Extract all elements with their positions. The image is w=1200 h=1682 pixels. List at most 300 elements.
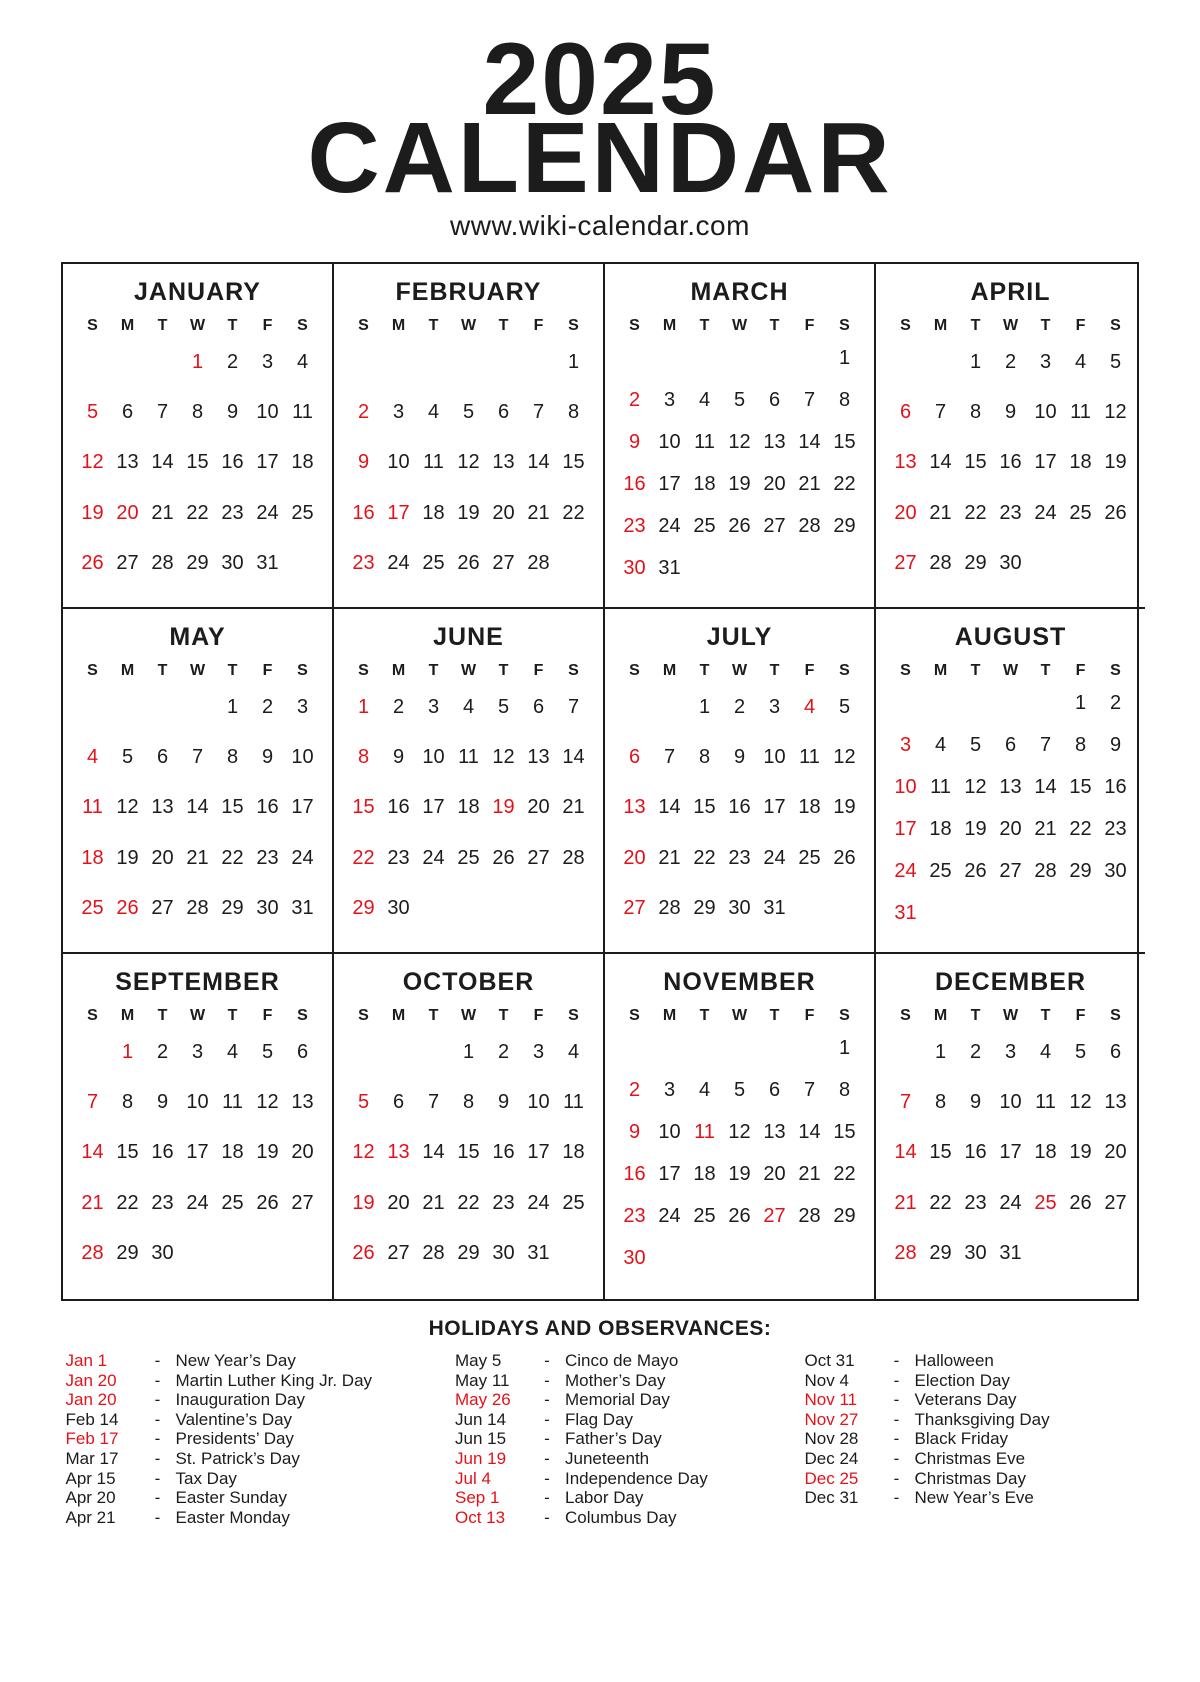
empty-date-cell [416, 1041, 451, 1064]
holiday-row [66, 1429, 436, 1449]
date-cell: 27 [492, 552, 515, 575]
empty-date-cell [923, 351, 958, 374]
date-cell: 15 [833, 430, 856, 453]
date-cell: 20 [999, 817, 1022, 840]
holiday-date: Apr 20 [65, 1488, 116, 1508]
holiday-date: May 11 [455, 1370, 510, 1390]
week-row [888, 776, 1133, 799]
weekday-letter: W [731, 662, 748, 679]
date-cell: 15 [352, 796, 375, 819]
week-row [617, 1205, 862, 1228]
weekday-letter: M [933, 662, 948, 679]
holiday-row [455, 1390, 785, 1410]
holiday-dash: - [544, 1488, 550, 1508]
date-cell: 3 [191, 1040, 204, 1063]
empty-date-cell [1098, 1242, 1133, 1265]
holiday-name: Easter Monday [175, 1507, 290, 1527]
week-row [888, 1242, 1133, 1265]
date-cell: 25 [929, 859, 952, 882]
date-cell: 12 [457, 451, 480, 474]
date-cell: 23 [623, 1204, 646, 1227]
empty-date-cell [346, 351, 381, 374]
date-cell: 3 [392, 401, 405, 424]
date-cell: 27 [763, 1204, 786, 1227]
date-cell: 21 [422, 1191, 445, 1214]
month-february [334, 264, 605, 609]
date-cell: 18 [457, 796, 480, 819]
weekday-letter: S [900, 662, 911, 679]
date-cell: 5 [733, 388, 746, 411]
holiday-name: Election Day [914, 1370, 1010, 1390]
empty-date-cell [827, 897, 862, 920]
empty-date-cell [888, 351, 923, 374]
weekday-letter: S [1110, 662, 1121, 679]
date-cell: 25 [457, 846, 480, 869]
holiday-dash: - [893, 1488, 900, 1508]
weekday-letter: S [629, 1007, 640, 1024]
date-cell: 7 [156, 401, 169, 424]
date-cell: 12 [728, 1120, 751, 1143]
date-cell: 11 [930, 775, 951, 798]
holiday-name: Mother’s Day [565, 1370, 666, 1390]
weekday-letter: S [297, 317, 308, 334]
holidays-title: HOLIDAYS AND OBSERVANCES: [428, 1317, 772, 1340]
weekday-header [888, 317, 1133, 335]
empty-date-cell [617, 347, 652, 370]
weekday-letter: M [120, 1007, 135, 1024]
month-title: FEBRUARY [395, 278, 542, 306]
holiday-name: Columbus Day [565, 1507, 677, 1527]
date-cell: 1 [357, 695, 370, 718]
week-row [617, 1247, 862, 1270]
holiday-dash: - [544, 1429, 550, 1449]
holiday-dash: - [154, 1468, 161, 1488]
empty-date-cell [923, 902, 958, 925]
date-cell: 3 [1004, 1040, 1017, 1063]
date-cell: 30 [623, 1246, 646, 1269]
week-row [888, 552, 1133, 575]
date-cell: 7 [1039, 733, 1052, 756]
date-cell: 12 [833, 746, 856, 769]
date-cell: 30 [999, 552, 1022, 575]
date-cell: 5 [462, 401, 475, 424]
date-cell: 7 [803, 388, 816, 411]
weekday-header [346, 662, 591, 680]
date-cell: 24 [763, 846, 786, 869]
holiday-name: Christmas Day [914, 1468, 1026, 1488]
week-row [75, 351, 320, 374]
date-cell: 25 [693, 514, 716, 537]
empty-date-cell [180, 696, 215, 719]
date-cell: 9 [1004, 401, 1017, 424]
month-title: JUNE [433, 623, 504, 651]
date-cell: 9 [357, 451, 370, 474]
weekday-header [888, 1007, 1133, 1025]
holiday-name: Thanksgiving Day [914, 1409, 1050, 1429]
empty-date-cell [617, 696, 652, 719]
weeks-area [75, 682, 320, 934]
empty-date-cell [381, 351, 416, 374]
week-row [346, 696, 591, 719]
month-may [63, 609, 334, 954]
weekday-letter: T [428, 1007, 439, 1024]
holiday-row [66, 1410, 436, 1430]
date-cell: 12 [116, 796, 139, 819]
date-cell: 4 [698, 1078, 711, 1101]
date-cell: 21 [151, 501, 174, 524]
date-cell: 12 [492, 746, 515, 769]
holiday-date: Oct 13 [455, 1507, 506, 1527]
week-row [75, 897, 320, 920]
weeks-area [888, 1027, 1133, 1279]
date-cell: 24 [658, 514, 681, 537]
week-row [888, 1091, 1133, 1114]
date-cell: 11 [799, 746, 820, 769]
date-cell: 31 [527, 1242, 550, 1265]
date-cell: 1 [838, 346, 851, 369]
date-cell: 10 [387, 451, 410, 474]
date-cell: 27 [151, 897, 174, 920]
week-row [346, 1091, 591, 1114]
date-cell: 4 [86, 746, 99, 769]
date-cell: 20 [1104, 1141, 1127, 1164]
week-row [888, 902, 1133, 925]
date-cell: 18 [693, 472, 716, 495]
weekday-letter: F [533, 1007, 544, 1024]
empty-date-cell [1028, 902, 1063, 925]
date-cell: 12 [728, 430, 751, 453]
date-cell: 7 [86, 1091, 99, 1114]
empty-date-cell [75, 351, 110, 374]
date-cell: 18 [693, 1162, 716, 1185]
month-title: MAY [169, 623, 226, 651]
week-row [617, 796, 862, 819]
week-row [75, 552, 320, 575]
month-august [876, 609, 1145, 954]
date-cell: 27 [1104, 1191, 1127, 1214]
date-cell: 24 [894, 859, 917, 882]
date-cell: 19 [81, 501, 104, 524]
weeks-area [346, 682, 591, 934]
date-cell: 9 [392, 746, 405, 769]
date-cell: 8 [838, 388, 851, 411]
weekday-letter: W [189, 662, 206, 679]
date-cell: 13 [763, 1120, 786, 1143]
weekday-letter: F [1075, 1007, 1086, 1024]
week-row [617, 1163, 862, 1186]
empty-date-cell [757, 1037, 792, 1060]
date-cell: 12 [256, 1091, 279, 1114]
week-row [346, 746, 591, 769]
date-cell: 31 [894, 901, 917, 924]
date-cell: 22 [833, 472, 856, 495]
date-cell: 28 [929, 552, 952, 575]
weekday-header [617, 662, 862, 680]
holiday-row [66, 1488, 436, 1508]
date-cell: 13 [763, 430, 786, 453]
date-cell: 11 [1035, 1091, 1056, 1114]
date-cell: 9 [628, 430, 641, 453]
date-cell: 10 [763, 746, 786, 769]
holiday-name: Martin Luther King Jr. Day [175, 1370, 373, 1390]
date-cell: 28 [422, 1242, 445, 1265]
date-cell: 29 [833, 1204, 856, 1227]
weekday-letter: T [157, 662, 168, 679]
date-cell: 30 [964, 1242, 987, 1265]
date-cell: 29 [964, 552, 987, 575]
empty-date-cell [1063, 1242, 1098, 1265]
date-cell: 23 [352, 552, 375, 575]
month-december [876, 954, 1145, 1299]
date-cell: 12 [964, 775, 987, 798]
holiday-row [805, 1469, 1135, 1489]
year-title: 2025 [482, 22, 718, 136]
weekday-header [888, 662, 1133, 680]
date-cell: 16 [492, 1141, 515, 1164]
date-cell: 5 [357, 1091, 370, 1114]
date-cell: 14 [422, 1141, 445, 1164]
date-cell: 2 [969, 1040, 982, 1063]
date-cell: 14 [1034, 775, 1057, 798]
date-cell: 27 [763, 514, 786, 537]
date-cell: 8 [191, 401, 204, 424]
calendar-title: CALENDAR [307, 102, 893, 214]
date-cell: 30 [623, 556, 646, 579]
date-cell: 3 [663, 1078, 676, 1101]
date-cell: 24 [387, 552, 410, 575]
date-cell: 28 [658, 897, 681, 920]
date-cell: 18 [291, 451, 314, 474]
week-row [75, 401, 320, 424]
date-cell: 5 [261, 1040, 274, 1063]
date-cell: 21 [1034, 817, 1057, 840]
date-cell: 29 [186, 552, 209, 575]
weekday-letter: S [358, 662, 369, 679]
weekday-header [346, 317, 591, 335]
date-cell: 16 [151, 1141, 174, 1164]
empty-date-cell [827, 557, 862, 580]
weekday-letter: T [428, 317, 439, 334]
date-cell: 28 [527, 552, 550, 575]
week-row [75, 451, 320, 474]
date-cell: 13 [894, 451, 917, 474]
week-row [75, 847, 320, 870]
empty-date-cell [75, 1041, 110, 1064]
holiday-date: Mar 17 [65, 1448, 119, 1468]
date-cell: 23 [256, 846, 279, 869]
week-row [617, 347, 862, 370]
empty-date-cell [923, 692, 958, 715]
date-cell: 20 [894, 501, 917, 524]
week-row [617, 1121, 862, 1144]
empty-date-cell [1028, 692, 1063, 715]
date-cell: 1 [969, 350, 982, 373]
week-row [617, 473, 862, 496]
date-cell: 2 [357, 401, 370, 424]
empty-date-cell [521, 897, 556, 920]
date-cell: 14 [658, 796, 681, 819]
holiday-date: Apr 15 [65, 1468, 116, 1488]
date-cell: 4 [698, 388, 711, 411]
weekday-letter: T [699, 662, 710, 679]
date-cell: 11 [694, 1120, 715, 1143]
empty-date-cell [993, 902, 1028, 925]
empty-date-cell [1063, 902, 1098, 925]
empty-date-cell [827, 1247, 862, 1270]
holiday-dash: - [893, 1468, 900, 1488]
date-cell: 23 [1104, 817, 1127, 840]
empty-date-cell [145, 696, 180, 719]
date-cell: 8 [121, 1091, 134, 1114]
month-title: JULY [706, 623, 773, 651]
date-cell: 4 [226, 1040, 239, 1063]
holiday-name: New Year’s Eve [914, 1488, 1034, 1508]
empty-date-cell [722, 557, 757, 580]
weekday-letter: S [839, 662, 850, 679]
empty-date-cell [285, 552, 320, 575]
date-cell: 26 [728, 1204, 751, 1227]
date-cell: 24 [422, 846, 445, 869]
date-cell: 12 [1104, 401, 1127, 424]
weekday-letter: W [1002, 1007, 1019, 1024]
weekday-header [75, 662, 320, 680]
date-cell: 20 [387, 1191, 410, 1214]
date-cell: 1 [191, 350, 204, 373]
week-row [617, 897, 862, 920]
date-cell: 6 [156, 746, 169, 769]
holiday-dash: - [544, 1351, 550, 1370]
date-cell: 14 [186, 796, 209, 819]
holiday-column [805, 1351, 1135, 1527]
empty-date-cell [792, 897, 827, 920]
date-cell: 1 [226, 695, 239, 718]
holiday-row [455, 1371, 785, 1391]
date-cell: 5 [838, 695, 851, 718]
date-cell: 27 [291, 1191, 314, 1214]
date-cell: 3 [427, 695, 440, 718]
empty-date-cell [958, 692, 993, 715]
weekday-letter: T [428, 662, 439, 679]
holiday-row [805, 1371, 1135, 1391]
date-cell: 13 [116, 451, 139, 474]
holiday-date: Jun 14 [455, 1409, 507, 1429]
date-cell: 2 [733, 695, 746, 718]
week-row [617, 1079, 862, 1102]
week-row [346, 401, 591, 424]
holiday-row [66, 1371, 436, 1391]
week-row [75, 1041, 320, 1064]
date-cell: 30 [492, 1242, 515, 1265]
holiday-name: Father’s Day [565, 1429, 662, 1449]
week-row [346, 1041, 591, 1064]
weekday-letter: F [262, 317, 273, 334]
empty-date-cell [1098, 552, 1133, 575]
month-october [334, 954, 605, 1299]
weekday-letter: F [1075, 317, 1086, 334]
date-cell: 6 [296, 1040, 309, 1063]
date-cell: 13 [387, 1141, 410, 1164]
empty-date-cell [792, 1037, 827, 1060]
date-cell: 13 [291, 1091, 314, 1114]
weekday-letter: M [662, 662, 677, 679]
date-cell: 7 [191, 746, 204, 769]
date-cell: 10 [186, 1091, 209, 1114]
date-cell: 11 [694, 430, 715, 453]
date-cell: 9 [261, 746, 274, 769]
holiday-name: Easter Sunday [175, 1488, 288, 1508]
holiday-row [805, 1429, 1135, 1449]
weekday-letter: M [391, 317, 406, 334]
date-cell: 25 [81, 897, 104, 920]
holiday-row [805, 1410, 1135, 1430]
holiday-date: Feb 14 [65, 1409, 119, 1429]
date-cell: 5 [121, 746, 134, 769]
weekday-letter: S [629, 662, 640, 679]
empty-date-cell [888, 1041, 923, 1064]
date-cell: 16 [221, 451, 244, 474]
date-cell: 7 [532, 401, 545, 424]
weekday-letter: T [769, 1007, 780, 1024]
date-cell: 21 [186, 846, 209, 869]
date-cell: 27 [623, 897, 646, 920]
empty-date-cell [250, 1242, 285, 1265]
week-row [888, 734, 1133, 757]
weekday-header [75, 1007, 320, 1025]
date-cell: 21 [658, 846, 681, 869]
date-cell: 3 [899, 733, 912, 756]
empty-date-cell [145, 351, 180, 374]
date-cell: 26 [833, 846, 856, 869]
empty-date-cell [180, 1242, 215, 1265]
date-cell: 1 [698, 695, 711, 718]
weekday-letter: W [189, 317, 206, 334]
date-cell: 3 [296, 695, 309, 718]
week-row [75, 1091, 320, 1114]
date-cell: 1 [462, 1040, 475, 1063]
date-cell: 13 [1104, 1091, 1127, 1114]
weekday-letter: T [227, 662, 238, 679]
holiday-dash: - [893, 1448, 900, 1468]
date-cell: 10 [256, 401, 279, 424]
date-cell: 21 [798, 472, 821, 495]
date-cell: 21 [798, 1162, 821, 1185]
date-cell: 3 [663, 388, 676, 411]
holiday-dash: - [544, 1390, 550, 1410]
weekday-letter: S [87, 317, 98, 334]
date-cell: 23 [964, 1191, 987, 1214]
date-cell: 17 [186, 1141, 209, 1164]
date-cell: 8 [226, 746, 239, 769]
weeks-area [617, 682, 862, 934]
date-cell: 9 [733, 746, 746, 769]
date-cell: 28 [798, 514, 821, 537]
weeks-area [617, 1027, 862, 1279]
date-cell: 20 [527, 796, 550, 819]
holiday-row [805, 1488, 1135, 1508]
date-cell: 22 [186, 501, 209, 524]
holiday-dash: - [154, 1351, 161, 1370]
date-cell: 4 [1074, 350, 1087, 373]
weeks-area [346, 1027, 591, 1279]
date-cell: 5 [733, 1078, 746, 1101]
date-cell: 1 [121, 1040, 134, 1063]
weekday-letter: S [900, 1007, 911, 1024]
date-cell: 12 [1069, 1091, 1092, 1114]
date-cell: 15 [1069, 775, 1092, 798]
holiday-dash: - [544, 1409, 550, 1429]
holiday-date: May 5 [455, 1351, 502, 1370]
week-row [75, 1242, 320, 1265]
